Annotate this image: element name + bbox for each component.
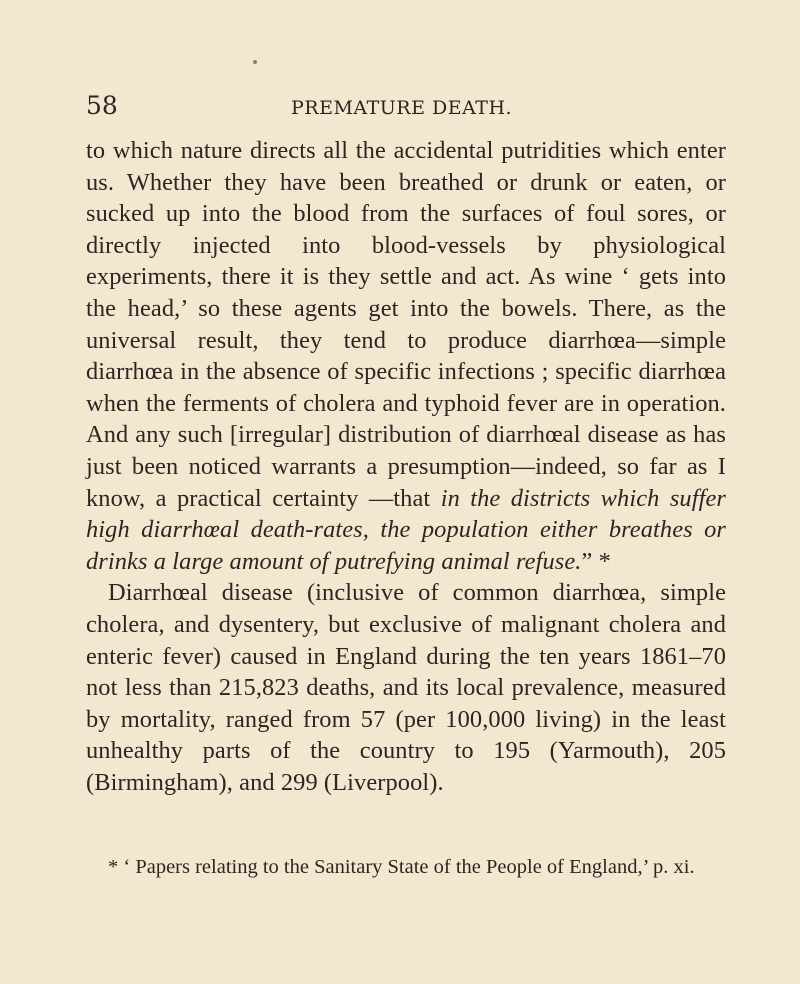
paragraph: Diarrhœal disease (inclusive of common diarrhœa, simple cholera, and dysentery, but exclusive of malignant cholera and enteric fever) caused in England during the ten years 1861–70 not less than 215,823 deaths, and its local prevalence, measured by mortality, ranged from 57 (per 100,000 living) in the least unhealthy parts of the country to 195 (Yarmouth), 205 (Birmingham), and 299 (Liverpool). bbox=[86, 579, 726, 796]
body-text bbox=[86, 135, 726, 798]
footnote: * ‘ Papers relating to the Sanitary State of the People of England,’ p. xi. bbox=[108, 856, 695, 878]
paragraph-text: to which nature directs all the accidental putridities which enter us. Whether they have been breathed or drunk or eaten, or sucked up into the blood from the surfaces of foul sores, or directly injected into blood-vessels by physiological experiments, there it is they settle and act. As wine ‘ gets into the head,’ so these agents get into the bowels. There, as the universal result, they tend to produce diarrhœa—simple diarrhœa in the absence of specific infections ; specific diarrhœa when the ferments of cholera and typhoid fever are in operation. And any such [irregular] distribution of diarrhœal disease as has just been noticed warrants a presumption—indeed, so far as I know, a practical certainty —that bbox=[86, 137, 726, 512]
page-number: 58 bbox=[86, 91, 118, 120]
running-head: PREMATURE DEATH. bbox=[291, 97, 513, 119]
italic-quotation: in the districts which suffer high diarrhœal death-rates, the population either breathes or drinks a large amount of putrefying animal refuse. bbox=[86, 484, 726, 575]
footnote-reference: ” * bbox=[581, 547, 611, 575]
paragraph bbox=[86, 135, 726, 577]
page-header bbox=[86, 92, 726, 122]
paper-speck bbox=[253, 60, 257, 64]
